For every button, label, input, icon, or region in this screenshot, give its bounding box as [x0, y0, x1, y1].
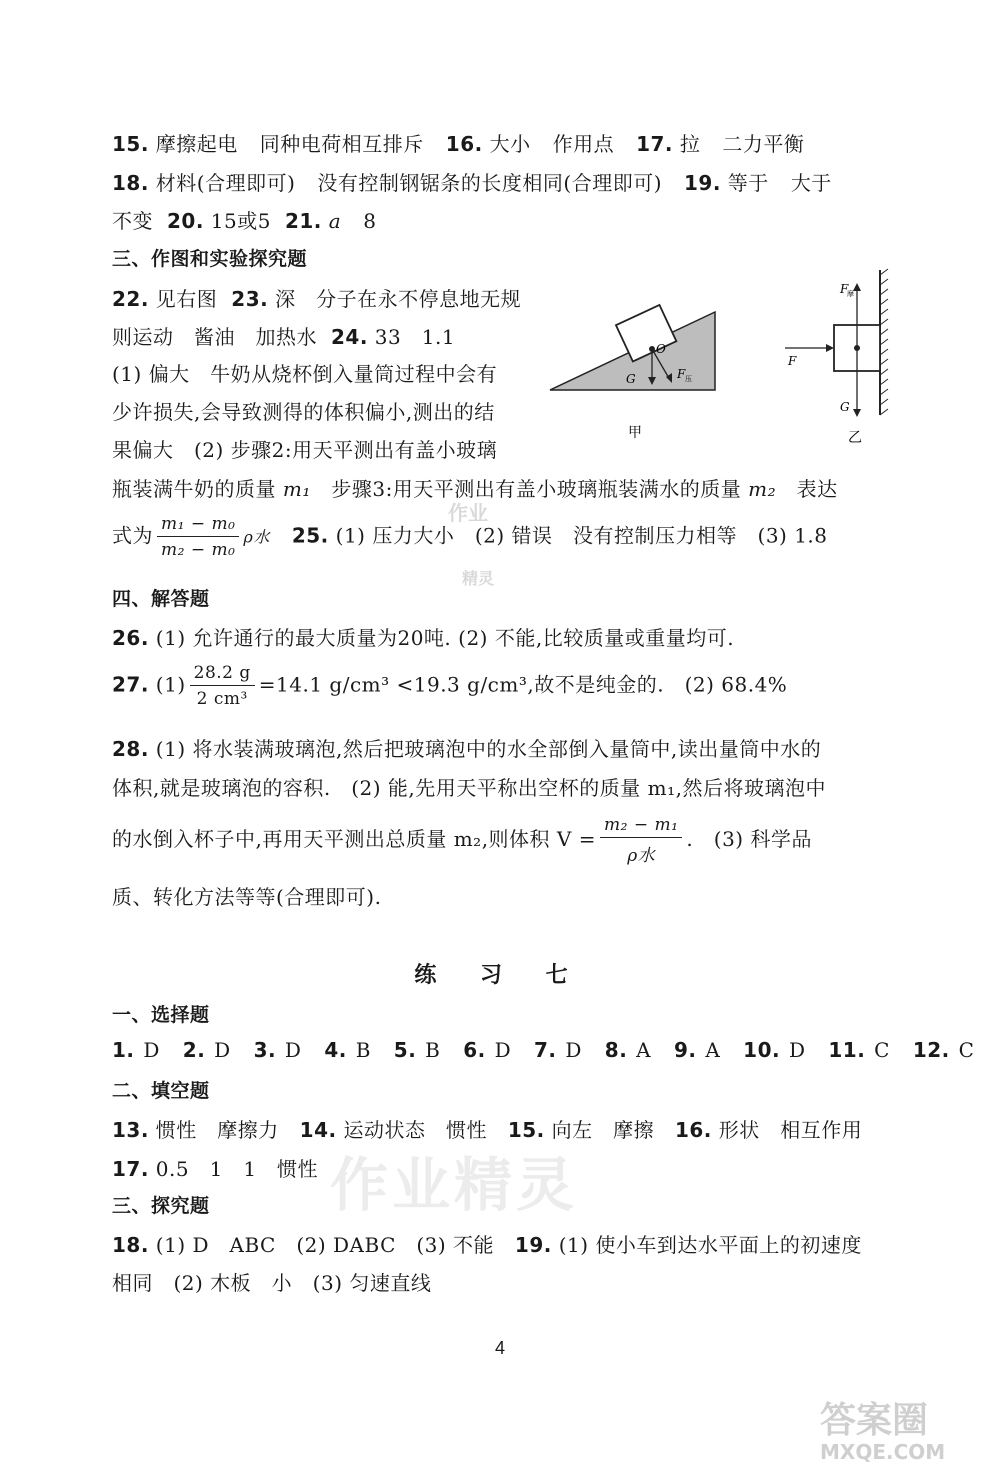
section-heading-mc: 一、选择题	[112, 1004, 210, 1026]
watermark-corner: 答案圈	[820, 1400, 929, 1441]
fraction-volume: $\frac{\text{m₂ − m₁}}{\text{ρ水}}$	[600, 815, 682, 866]
label-G-wall: G	[840, 400, 850, 414]
answer-line-24f: 瓶装满牛奶的质量 m₁ 步骤3:用天平测出有盖小玻璃瓶装满水的质量 m₂ 表达	[112, 477, 838, 501]
watermark-mid: 作业精灵	[330, 1151, 579, 1219]
label-F-friction: F	[840, 282, 849, 296]
answer-line-28c: 的水倒入杯子中,再用天平测出总质量 m₂,则体积 V = $\frac{\text{m₂ − m₁}}{\text{ρ水}}$ . (3) 科学品	[112, 815, 812, 866]
answer-line-24d: 少许损失,会导致测得的体积偏小,测出的结	[112, 400, 495, 424]
caption-yi: 乙	[848, 430, 862, 445]
watermark-url: MXQE.COM	[820, 1440, 946, 1464]
explore-answers-18-19: 18. (1) D ABC (2) DABC (3) 不能 19. (1) 使小车到达水平面上的初速度	[112, 1233, 862, 1257]
answer-line-15-17: 15. 摩擦起电 同种电荷相互排斥 16. 大小 作用点 17. 拉 二力平衡	[112, 132, 805, 156]
label-O: O	[656, 342, 666, 356]
answer-line-27: 27. (1) $\frac{28.2 g}{\text{2 cm³}}$ =14.1 g/cm³ <19.3 g/cm³,故不是纯金的. (2) 68.4%	[112, 663, 788, 709]
watermark-stamp-bottom: 精灵	[462, 569, 495, 588]
answer-line-18-19: 18. 材料(合理即可) 没有控制钢锯条的长度相同(合理即可) 19. 等于 大于	[112, 171, 832, 195]
label-F-press: F	[677, 367, 686, 381]
answer-line-24c: (1) 偏大 牛奶从烧杯倒入量筒过程中会有	[112, 362, 498, 386]
fill-answer-17: 17. 0.5 1 1 惯性	[112, 1157, 319, 1181]
fraction-gold-density: $\frac{28.2 g}{\text{2 cm³}}$	[190, 663, 255, 709]
answer-line-23b-24: 则运动 酱油 加热水 24. 33 1.1	[112, 325, 456, 349]
section-heading-explore: 三、探究题	[112, 1195, 210, 1217]
answer-line-28b: 体积,就是玻璃泡的容积. (2) 能,先用天平称出空杯的质量 m₁,然后将玻璃泡中	[112, 776, 826, 800]
force-diagrams-figure	[540, 265, 900, 445]
mc-answers: 1. D 2. D 3. D 4. B 5. B 6. D 7. D 8. A 9. A 10. D 11. C 12. C	[112, 1038, 975, 1062]
fraction-density-expression: $\frac{\text{m₁ − m₀}}{\text{m₂ − m₀}}$	[157, 514, 239, 560]
section-heading-4: 四、解答题	[112, 588, 210, 610]
explore-answer-19b: 相同 (2) 木板 小 (3) 匀速直线	[112, 1271, 432, 1295]
svg-text:摩: 摩	[847, 290, 854, 298]
answer-line-28a: 28. (1) 将水装满玻璃泡,然后把玻璃泡中的水全部倒入量筒中,读出量筒中水的	[112, 737, 822, 761]
exercise-title: 练 习 七	[414, 963, 586, 988]
answer-line-26: 26. (1) 允许通行的最大质量为20吨. (2) 不能,比较质量或重量均可.	[112, 626, 735, 650]
answer-line-24g-25: 式为 $\frac{\text{m₁ − m₀}}{\text{m₂ − m₀}}$ ρ水 25. (1) 压力大小 (2) 错误 没有控制压力相等 (3) 1.8	[112, 514, 828, 560]
answer-line-22-23: 22. 见右图 23. 深 分子在永不停息地无规	[112, 287, 522, 311]
answer-line-24e: 果偏大 (2) 步骤2:用天平测出有盖小玻璃	[112, 438, 498, 462]
fill-answers-13-16: 13. 惯性 摩擦力 14. 运动状态 惯性 15. 向左 摩擦 16. 形状 相互作用	[112, 1118, 863, 1142]
section-heading-fill: 二、填空题	[112, 1080, 210, 1102]
watermark-stamp-top: 作业	[448, 501, 488, 525]
answer-line-20-21: 不变 20. 15或5 21. a 8	[112, 209, 377, 233]
page-number: 4	[494, 1338, 505, 1358]
svg-text:压: 压	[685, 375, 692, 383]
label-G-incline: G	[626, 372, 636, 386]
answer-line-28d: 质、转化方法等等(合理即可).	[112, 885, 382, 909]
caption-jia: 甲	[628, 425, 642, 441]
label-F-push: F	[788, 354, 797, 368]
section-heading-3: 三、作图和实验探究题	[112, 248, 308, 270]
